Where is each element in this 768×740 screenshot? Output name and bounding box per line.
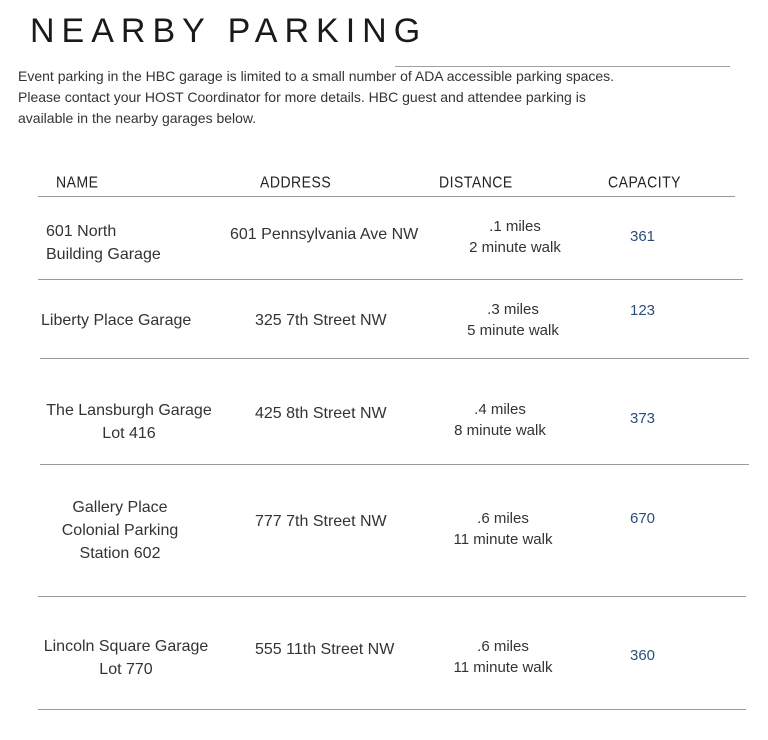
row-distance bbox=[443, 508, 563, 550]
row-name-line: Station 602 bbox=[79, 545, 161, 562]
row-address: 555 11th Street NW bbox=[255, 641, 395, 658]
row-address: 777 7th Street NW bbox=[255, 513, 387, 530]
row-distance bbox=[453, 299, 573, 341]
row-distance bbox=[443, 636, 563, 678]
page-title: NEARBY PARKING bbox=[30, 12, 428, 50]
row-distance-miles: .6 miles bbox=[477, 638, 529, 655]
row-name-line: Building Garage bbox=[46, 246, 161, 263]
row-name-line: The Lansburgh Garage bbox=[46, 402, 212, 419]
row-distance-miles: .6 miles bbox=[477, 510, 529, 527]
row-name bbox=[46, 220, 161, 266]
row-capacity: 360 bbox=[630, 647, 656, 664]
header-divider bbox=[38, 196, 735, 197]
row-address: 425 8th Street NW bbox=[255, 405, 387, 422]
row-capacity: 373 bbox=[630, 410, 656, 427]
row-name-line: Lincoln Square Garage bbox=[43, 638, 209, 655]
intro-line-2: Please contact your HOST Coordinator for more details. HBC guest and attendee parking is bbox=[18, 89, 586, 105]
row-distance-miles: .1 miles bbox=[489, 218, 541, 235]
row-distance bbox=[440, 399, 560, 441]
row-name bbox=[30, 496, 210, 565]
row-name-line: Lot 416 bbox=[102, 425, 156, 442]
row-name bbox=[41, 309, 191, 332]
row-name-line: Colonial Parking bbox=[61, 522, 179, 539]
row-name-line: 601 North bbox=[46, 223, 117, 240]
row-name-line: Gallery Place bbox=[72, 499, 168, 516]
row-capacity: 670 bbox=[630, 510, 656, 527]
row-name bbox=[36, 635, 216, 681]
row-divider bbox=[38, 279, 743, 280]
row-capacity: 361 bbox=[630, 228, 656, 245]
row-divider bbox=[38, 709, 746, 710]
header-address: ADDRESS bbox=[260, 173, 332, 191]
intro-text bbox=[18, 66, 758, 129]
intro-line-3: available in the nearby garages below. bbox=[18, 110, 257, 126]
row-distance-walk: 2 minute walk bbox=[469, 239, 561, 256]
row-divider bbox=[38, 596, 746, 597]
row-name bbox=[38, 399, 220, 445]
row-distance-miles: .3 miles bbox=[487, 301, 539, 318]
row-address: 601 Pennsylvania Ave NW bbox=[230, 226, 419, 243]
row-distance bbox=[455, 216, 575, 258]
header-capacity: CAPACITY bbox=[608, 173, 681, 191]
row-name-line: Lot 770 bbox=[99, 661, 153, 678]
row-address: 325 7th Street NW bbox=[255, 312, 387, 329]
row-divider bbox=[40, 464, 749, 465]
row-divider bbox=[40, 358, 749, 359]
row-distance-miles: .4 miles bbox=[474, 401, 526, 418]
intro-line-1: Event parking in the HBC garage is limited to a small number of ADA accessible parking spaces. bbox=[18, 68, 615, 84]
row-distance-walk: 11 minute walk bbox=[453, 659, 553, 676]
row-distance-walk: 8 minute walk bbox=[454, 422, 546, 439]
header-distance: DISTANCE bbox=[439, 173, 513, 191]
header-name: NAME bbox=[56, 173, 99, 191]
row-capacity: 123 bbox=[630, 302, 656, 319]
row-distance-walk: 11 minute walk bbox=[453, 531, 553, 548]
row-distance-walk: 5 minute walk bbox=[467, 322, 559, 339]
row-name-line: Liberty Place Garage bbox=[41, 312, 192, 329]
